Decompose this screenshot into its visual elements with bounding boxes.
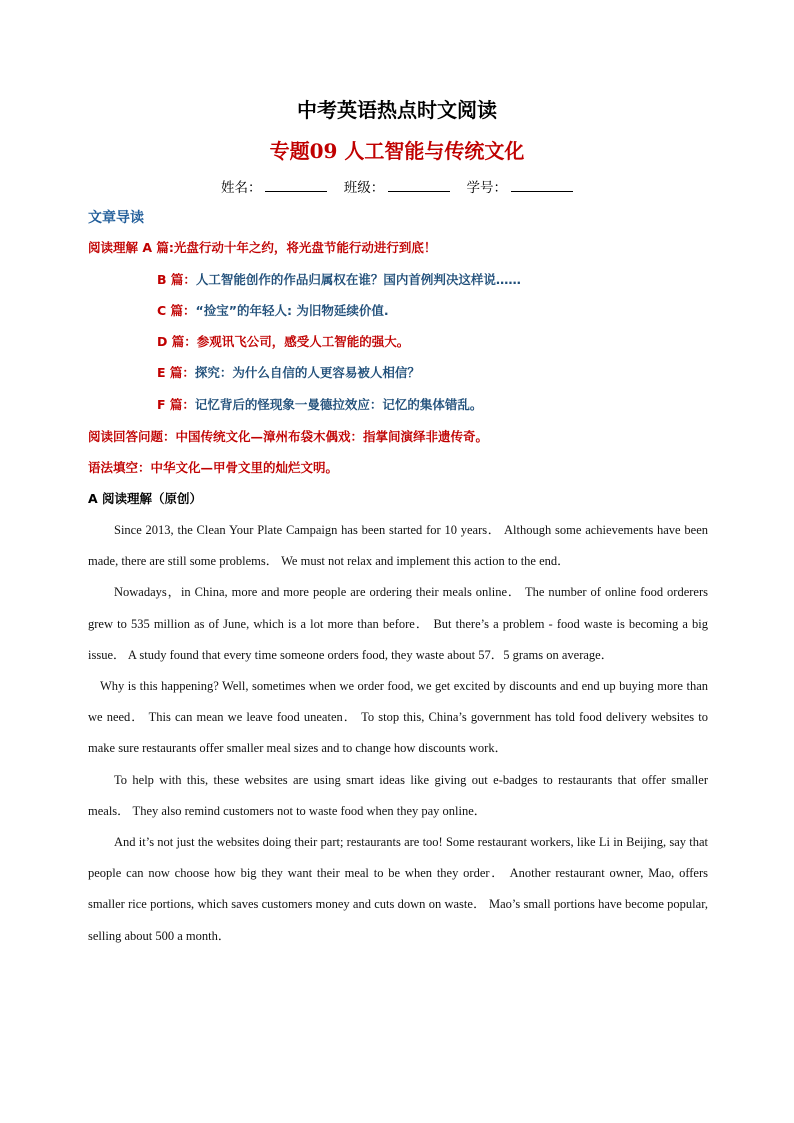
guide-item-a bbox=[88, 238, 436, 256]
guide-item-prefix: C 篇： bbox=[157, 303, 196, 318]
passage-paragraph: To help with this, these websites are using smart ideas like giving out e-badges to restaurants that offer smaller meals． They also remind customers not to waste food when they pay online． bbox=[88, 772, 708, 818]
section-a-heading: A 阅读理解（原创） bbox=[88, 491, 203, 506]
class-blank[interactable] bbox=[388, 179, 450, 192]
guide-item-prefix: 语法填空： bbox=[88, 460, 151, 475]
guide-item-qa bbox=[88, 427, 488, 445]
guide-item-e bbox=[157, 363, 420, 381]
guide-item-prefix: F 篇： bbox=[157, 397, 195, 412]
guide-item-grammar bbox=[88, 458, 338, 476]
guide-item-text: 人工智能创作的作品归属权在谁？国内首例判决这样说…… bbox=[195, 272, 521, 287]
guide-item-prefix: 阅读理解 A 篇: bbox=[88, 240, 174, 255]
guide-item-text: 中国传统文化—漳州布袋木偶戏：指掌间演绎非遗传奇。 bbox=[175, 429, 489, 444]
guide-item-text: 参观讯飞公司，感受人工智能的强大。 bbox=[196, 334, 410, 349]
guide-item-f bbox=[157, 395, 482, 413]
passage-paragraph: Nowadays，in China, more and more people are ordering their meals online． The number of online food orderers grew to 535 million as of June, which is a lot more than before． But there’s a problem - food waste is becoming a big issue． A study found that every time someone orders food, they waste about 57．5 grams on average． bbox=[88, 585, 708, 662]
class-label: 班级： bbox=[343, 180, 385, 196]
guide-heading: 文章导读 bbox=[88, 210, 144, 226]
guide-item-text: 光盘行动十年之约，将光盘节能行动进行到底！ bbox=[173, 240, 437, 255]
class-field bbox=[344, 176, 451, 196]
guide-item-prefix: D 篇： bbox=[157, 334, 197, 349]
number-field bbox=[467, 176, 574, 196]
student-info-row bbox=[0, 176, 794, 196]
guide-item-text: 中华文化—甲骨文里的灿烂文明。 bbox=[150, 460, 339, 475]
name-label: 姓名： bbox=[220, 180, 262, 196]
number-blank[interactable] bbox=[511, 179, 573, 192]
guide-item-prefix: B 篇： bbox=[157, 272, 196, 287]
passage-body bbox=[88, 515, 708, 952]
guide-item-d bbox=[157, 332, 409, 350]
guide-item-prefix: E 篇： bbox=[157, 365, 195, 380]
guide-item-text: 探究：为什么自信的人更容易被人相信？ bbox=[194, 365, 420, 380]
topic-subtitle: 专题09 人工智能与传统文化 bbox=[269, 139, 525, 163]
passage-paragraph: Since 2013, the Clean Your Plate Campaign has been started for 10 years． Although some achievements have been made, there are still some problems． We must not relax and implement this action to the end． bbox=[88, 523, 708, 569]
guide-item-prefix: 阅读回答问题： bbox=[88, 429, 176, 444]
name-blank[interactable] bbox=[265, 179, 327, 192]
passage-paragraph: Why is this happening? Well, sometimes when we order food, we get excited by discounts and end up buying more than we need． This can mean we leave food uneaten． To stop this, China’s government has told food delivery websites to make sure restaurants offer smaller meal sizes and to change how discounts work． bbox=[88, 679, 708, 756]
number-label: 学号： bbox=[466, 180, 508, 196]
passage-paragraph: And it’s not just the websites doing their part; restaurants are too! Some restaurant workers, like Li in Beijing, say that people can now choose how big they want their meal to be when they order． Another restaurant owner, Mao, offers smaller rice portions, which saves customers money and cuts down on waste． Mao’s small portions have become popular, selling about 500 a month． bbox=[88, 835, 708, 943]
page-title: 中考英语热点时文阅读 bbox=[297, 98, 497, 122]
guide-item-text: “捡宝”的年轻人: 为旧物延续价值. bbox=[195, 303, 389, 318]
name-field bbox=[221, 176, 328, 196]
guide-item-b bbox=[157, 270, 521, 288]
guide-item-c bbox=[157, 301, 389, 319]
guide-item-text: 记忆背后的怪现象一曼德拉效应：记忆的集体错乱。 bbox=[194, 397, 483, 412]
